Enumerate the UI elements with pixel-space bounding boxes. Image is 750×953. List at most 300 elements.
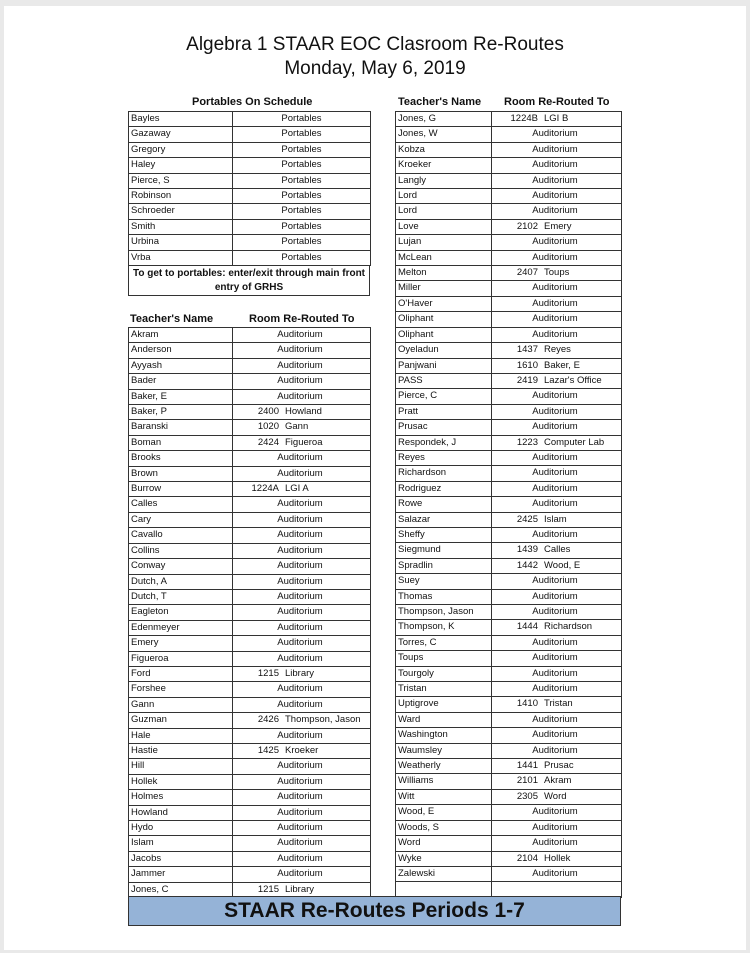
room-cell <box>233 497 371 512</box>
teacher-name-cell: Anderson <box>129 343 233 358</box>
room-destination: Auditorium <box>277 652 323 664</box>
table-row <box>396 620 622 635</box>
room-destination: Auditorium <box>277 775 323 787</box>
room-number: 2424 <box>257 436 279 448</box>
left-reroute-table <box>128 327 371 898</box>
room-destination: Auditorium <box>532 143 578 155</box>
teacher-name-cell: Word <box>396 836 492 851</box>
teacher-name-cell: Jacobs <box>129 851 233 866</box>
room-destination: Auditorium <box>532 236 578 248</box>
teacher-name-cell: Richardson <box>396 466 492 481</box>
room-cell <box>492 173 622 188</box>
room-cell <box>233 389 371 404</box>
table-row <box>129 589 371 604</box>
table-row <box>396 481 622 496</box>
room-destination: Auditorium <box>277 452 323 464</box>
room-number: 2102 <box>516 220 538 232</box>
room-cell <box>233 343 371 358</box>
teacher-name-cell: Sheffy <box>396 527 492 542</box>
table-row <box>129 836 371 851</box>
room-destination: Auditorium <box>277 683 323 695</box>
room-destination: Auditorium <box>532 282 578 294</box>
room-destination: Auditorium <box>277 390 323 402</box>
teacher-name-cell: Hale <box>129 728 233 743</box>
room-destination: Auditorium <box>277 344 323 356</box>
room-destination: Auditorium <box>532 251 578 263</box>
room-cell: Portables <box>233 235 371 250</box>
room-destination: Auditorium <box>532 575 578 587</box>
room-destination: Auditorium <box>532 313 578 325</box>
room-destination: Kroeker <box>285 744 319 756</box>
table-row <box>129 728 371 743</box>
room-cell <box>492 312 622 327</box>
document-date: Monday, May 6, 2019 <box>284 58 466 79</box>
teacher-name-cell: Thomas <box>396 589 492 604</box>
right-reroute-table <box>395 111 622 898</box>
table-row <box>129 821 371 836</box>
table-row <box>396 558 622 573</box>
table-row <box>396 774 622 789</box>
teacher-name-cell: Cavallo <box>129 528 233 543</box>
room-cell <box>492 373 622 388</box>
room-cell <box>492 836 622 851</box>
room-cell <box>492 112 622 127</box>
room-cell <box>233 328 371 343</box>
room-cell <box>233 774 371 789</box>
room-cell <box>233 543 371 558</box>
teacher-name-cell: Brooks <box>129 451 233 466</box>
table-row <box>129 805 371 820</box>
teacher-name-cell: Siegmund <box>396 543 492 558</box>
room-cell <box>492 620 622 635</box>
room-destination: Auditorium <box>532 390 578 402</box>
room-cell <box>492 697 622 712</box>
room-number: 1442 <box>516 559 538 571</box>
room-number: 2305 <box>516 790 538 802</box>
room-cell <box>492 882 622 897</box>
table-row <box>129 405 371 420</box>
teacher-name-cell: Reyes <box>396 450 492 465</box>
room-destination: Baker, E <box>544 359 580 371</box>
teacher-name-cell: Gazaway <box>129 127 233 142</box>
table-row <box>129 420 371 435</box>
room-cell: Portables <box>233 173 371 188</box>
table-row <box>396 789 622 804</box>
teacher-name-cell: Islam <box>129 836 233 851</box>
teacher-name-cell: Boman <box>129 435 233 450</box>
table-row <box>129 528 371 543</box>
room-number: 2101 <box>516 775 538 787</box>
table-row <box>129 559 371 574</box>
room-destination: Auditorium <box>532 205 578 217</box>
room-cell <box>492 759 622 774</box>
room-destination: Auditorium <box>532 590 578 602</box>
room-cell <box>492 204 622 219</box>
portables-header: Portables On Schedule <box>192 96 313 108</box>
room-destination: Auditorium <box>277 359 323 371</box>
teacher-name-cell: Calles <box>129 497 233 512</box>
room-destination: Auditorium <box>277 375 323 387</box>
portables-row <box>129 112 371 127</box>
room-destination: Figueroa <box>285 436 323 448</box>
room-cell <box>492 327 622 342</box>
room-cell <box>492 219 622 234</box>
room-number: 1215 <box>257 883 279 895</box>
room-number: 2425 <box>516 513 538 525</box>
room-cell <box>492 450 622 465</box>
teacher-name-cell: Jones, G <box>396 112 492 127</box>
table-row <box>396 527 622 542</box>
room-number: 1224A <box>251 483 279 495</box>
portables-row <box>129 204 371 219</box>
room-destination: Richardson <box>544 621 593 633</box>
room-cell <box>492 651 622 666</box>
table-row <box>396 266 622 281</box>
teacher-name-cell: Howland <box>129 805 233 820</box>
room-cell <box>233 559 371 574</box>
teacher-name-cell: Jones, W <box>396 127 492 142</box>
room-number: 2426 <box>257 714 279 726</box>
room-destination: Auditorium <box>277 852 323 864</box>
room-cell <box>492 527 622 542</box>
room-destination: Howland <box>285 406 322 418</box>
room-cell <box>233 512 371 527</box>
room-number: 2407 <box>516 267 538 279</box>
teacher-name-cell: Oliphant <box>396 312 492 327</box>
room-cell <box>233 374 371 389</box>
portables-row <box>129 189 371 204</box>
table-row <box>396 112 622 127</box>
room-destination: Prusac <box>544 760 574 772</box>
room-destination: LGI A <box>285 483 309 495</box>
teacher-name-cell: Holmes <box>129 790 233 805</box>
table-row <box>396 682 622 697</box>
teacher-name-cell: Spradlin <box>396 558 492 573</box>
room-destination: Auditorium <box>532 667 578 679</box>
table-row <box>129 759 371 774</box>
room-cell <box>233 836 371 851</box>
teacher-name-cell: Wyke <box>396 851 492 866</box>
table-row <box>396 805 622 820</box>
teacher-name-cell: Ayyash <box>129 358 233 373</box>
room-number: 1437 <box>516 344 538 356</box>
room-destination: Auditorium <box>277 837 323 849</box>
table-row <box>396 327 622 342</box>
room-destination: Auditorium <box>532 729 578 741</box>
room-destination: Toups <box>544 267 570 279</box>
room-cell: Portables <box>233 250 371 265</box>
table-row <box>129 682 371 697</box>
table-row <box>129 358 371 373</box>
table-row <box>396 204 622 219</box>
room-destination: Auditorium <box>532 744 578 756</box>
room-destination: Auditorium <box>277 637 323 649</box>
table-row <box>396 250 622 265</box>
teacher-name-cell: Washington <box>396 728 492 743</box>
room-destination: Auditorium <box>277 544 323 556</box>
table-row <box>129 697 371 712</box>
table-row <box>129 466 371 481</box>
table-row <box>396 466 622 481</box>
table-row <box>129 497 371 512</box>
teacher-name-cell: Kroeker <box>396 158 492 173</box>
table-row <box>129 743 371 758</box>
room-cell <box>492 189 622 204</box>
table-row <box>396 127 622 142</box>
room-cell <box>233 666 371 681</box>
teacher-name-cell: Burrow <box>129 482 233 497</box>
room-cell <box>233 867 371 882</box>
room-number: 1223 <box>516 436 538 448</box>
portables-note: To get to portables: enter/exit through main front entry of GRHS <box>128 265 370 296</box>
teacher-name-cell: Hollek <box>129 774 233 789</box>
table-row <box>396 728 622 743</box>
room-cell <box>233 805 371 820</box>
room-destination: Word <box>544 790 567 802</box>
room-cell <box>492 543 622 558</box>
table-row <box>129 482 371 497</box>
table-row <box>129 389 371 404</box>
teacher-name-cell: Conway <box>129 559 233 574</box>
table-row <box>129 605 371 620</box>
room-destination: Auditorium <box>532 190 578 202</box>
teacher-name-cell: Baker, P <box>129 405 233 420</box>
table-row <box>396 836 622 851</box>
teacher-name-cell: Weatherly <box>396 759 492 774</box>
room-destination: Auditorium <box>532 421 578 433</box>
room-destination: Auditorium <box>277 729 323 741</box>
room-destination: Hollek <box>544 852 571 864</box>
room-number: 1439 <box>516 544 538 556</box>
room-number: 2419 <box>516 374 538 386</box>
room-destination: Auditorium <box>277 467 323 479</box>
table-row <box>396 497 622 512</box>
room-cell: Portables <box>233 189 371 204</box>
teacher-name-cell: Hydo <box>129 821 233 836</box>
table-row <box>129 651 371 666</box>
document-page <box>4 6 746 950</box>
room-cell <box>233 358 371 373</box>
room-destination: Auditorium <box>532 451 578 463</box>
teacher-name-cell: Uptigrove <box>396 697 492 712</box>
teacher-name-cell: Prusac <box>396 420 492 435</box>
teacher-name-cell: Respondek, J <box>396 435 492 450</box>
table-row <box>396 651 622 666</box>
teacher-name-cell: Collins <box>129 543 233 558</box>
room-destination: Auditorium <box>532 498 578 510</box>
teacher-name-cell: Jones, C <box>129 882 233 897</box>
room-cell <box>492 497 622 512</box>
teacher-name-cell: Eagleton <box>129 605 233 620</box>
table-row <box>129 512 371 527</box>
room-destination: Auditorium <box>532 128 578 140</box>
room-cell <box>492 481 622 496</box>
table-row <box>396 866 622 881</box>
room-cell <box>492 266 622 281</box>
teacher-name-cell: Akram <box>129 328 233 343</box>
teacher-name-cell: Pierce, S <box>129 173 233 188</box>
table-row <box>396 512 622 527</box>
portables-row <box>129 219 371 234</box>
teacher-name-cell: Zalewski <box>396 866 492 881</box>
teacher-name-cell: Witt <box>396 789 492 804</box>
room-cell <box>492 743 622 758</box>
table-row <box>396 605 622 620</box>
room-destination: Calles <box>544 544 571 556</box>
room-destination: Auditorium <box>277 329 323 340</box>
room-cell <box>492 666 622 681</box>
room-cell <box>492 127 622 142</box>
table-row <box>396 574 622 589</box>
teacher-name-cell: Haley <box>129 158 233 173</box>
room-cell <box>492 851 622 866</box>
room-destination: Auditorium <box>277 513 323 525</box>
teacher-name-cell: Dutch, A <box>129 574 233 589</box>
room-cell <box>492 404 622 419</box>
right-header-name: Teacher's Name <box>398 96 482 108</box>
table-row <box>129 374 371 389</box>
table-row <box>129 574 371 589</box>
teacher-name-cell <box>396 882 492 897</box>
table-row <box>129 666 371 681</box>
teacher-name-cell: Panjwani <box>396 358 492 373</box>
teacher-name-cell: Hastie <box>129 743 233 758</box>
table-row <box>396 450 622 465</box>
room-destination: Tristan <box>544 698 573 710</box>
room-cell <box>233 405 371 420</box>
room-cell <box>233 420 371 435</box>
room-destination: Auditorium <box>532 821 578 833</box>
teacher-name-cell: Robinson <box>129 189 233 204</box>
teacher-name-cell: Vrba <box>129 250 233 265</box>
teacher-name-cell: Guzman <box>129 713 233 728</box>
room-destination: Auditorium <box>532 806 578 818</box>
room-destination: Auditorium <box>277 822 323 833</box>
table-row <box>396 343 622 358</box>
teacher-name-cell: Thompson, Jason <box>396 605 492 620</box>
room-cell: Portables <box>233 142 371 157</box>
room-cell <box>233 574 371 589</box>
table-row <box>396 373 622 388</box>
room-destination: LGI B <box>544 113 569 124</box>
table-row <box>396 820 622 835</box>
room-number: 2400 <box>257 406 279 418</box>
room-cell <box>492 358 622 373</box>
room-number: 1020 <box>257 421 279 433</box>
room-cell <box>233 697 371 712</box>
table-row <box>396 312 622 327</box>
teacher-name-cell: PASS <box>396 373 492 388</box>
room-cell <box>492 558 622 573</box>
teacher-name-cell: Oyeladun <box>396 343 492 358</box>
teacher-name-cell: Dutch, T <box>129 589 233 604</box>
room-destination: Auditorium <box>532 405 578 417</box>
room-destination: Auditorium <box>532 528 578 540</box>
table-row <box>396 235 622 250</box>
room-destination: Auditorium <box>532 328 578 340</box>
room-cell <box>492 774 622 789</box>
table-row <box>396 712 622 727</box>
table-row <box>396 543 622 558</box>
table-row <box>396 882 622 897</box>
teacher-name-cell: Gregory <box>129 142 233 157</box>
teacher-name-cell: Miller <box>396 281 492 296</box>
teacher-name-cell: Wood, E <box>396 805 492 820</box>
teacher-name-cell: Oliphant <box>396 327 492 342</box>
portables-row <box>129 127 371 142</box>
room-cell <box>233 713 371 728</box>
room-number: 1224B <box>510 113 538 124</box>
teacher-name-cell: McLean <box>396 250 492 265</box>
table-row <box>129 713 371 728</box>
teacher-name-cell: Pratt <box>396 404 492 419</box>
room-destination: Auditorium <box>277 498 323 510</box>
room-destination: Library <box>285 667 315 679</box>
room-cell: Portables <box>233 127 371 142</box>
room-destination: Auditorium <box>277 621 323 633</box>
room-cell <box>492 343 622 358</box>
room-cell <box>233 821 371 836</box>
teacher-name-cell: Bader <box>129 374 233 389</box>
teacher-name-cell: Thompson, K <box>396 620 492 635</box>
teacher-name-cell: Toups <box>396 651 492 666</box>
room-destination: Auditorium <box>532 467 578 479</box>
room-cell <box>492 420 622 435</box>
room-cell <box>492 589 622 604</box>
teacher-name-cell: Cary <box>129 512 233 527</box>
room-number: 2104 <box>516 852 538 864</box>
portables-row <box>129 173 371 188</box>
teacher-name-cell: Jammer <box>129 867 233 882</box>
table-row <box>129 343 371 358</box>
room-destination: Auditorium <box>277 590 323 602</box>
table-row <box>396 589 622 604</box>
table-row <box>129 774 371 789</box>
room-cell <box>492 789 622 804</box>
room-destination: Auditorium <box>532 606 578 617</box>
room-destination: Auditorium <box>532 652 578 664</box>
teacher-name-cell: Gann <box>129 697 233 712</box>
room-destination: Computer Lab <box>544 436 605 448</box>
room-cell <box>233 528 371 543</box>
room-number: 1444 <box>516 621 538 633</box>
teacher-name-cell: Rowe <box>396 497 492 512</box>
teacher-name-cell: Edenmeyer <box>129 620 233 635</box>
portables-row <box>129 158 371 173</box>
room-destination: Auditorium <box>532 159 578 171</box>
table-row <box>396 666 622 681</box>
room-number: 1215 <box>257 667 279 679</box>
room-cell <box>492 635 622 650</box>
table-row <box>396 389 622 404</box>
room-cell <box>492 682 622 697</box>
teacher-name-cell: Ford <box>129 666 233 681</box>
teacher-name-cell: Baranski <box>129 420 233 435</box>
table-row <box>396 435 622 450</box>
room-destination: Auditorium <box>277 806 323 818</box>
table-row <box>396 358 622 373</box>
room-cell: Portables <box>233 204 371 219</box>
document-title: Algebra 1 STAAR EOC Clasroom Re-Routes <box>186 34 564 55</box>
room-destination: Reyes <box>544 344 571 356</box>
table-row <box>396 296 622 311</box>
table-row <box>396 219 622 234</box>
room-cell <box>492 574 622 589</box>
room-destination: Library <box>285 883 315 895</box>
teacher-name-cell: Brown <box>129 466 233 481</box>
teacher-name-cell: Melton <box>396 266 492 281</box>
room-destination: Auditorium <box>532 867 578 879</box>
